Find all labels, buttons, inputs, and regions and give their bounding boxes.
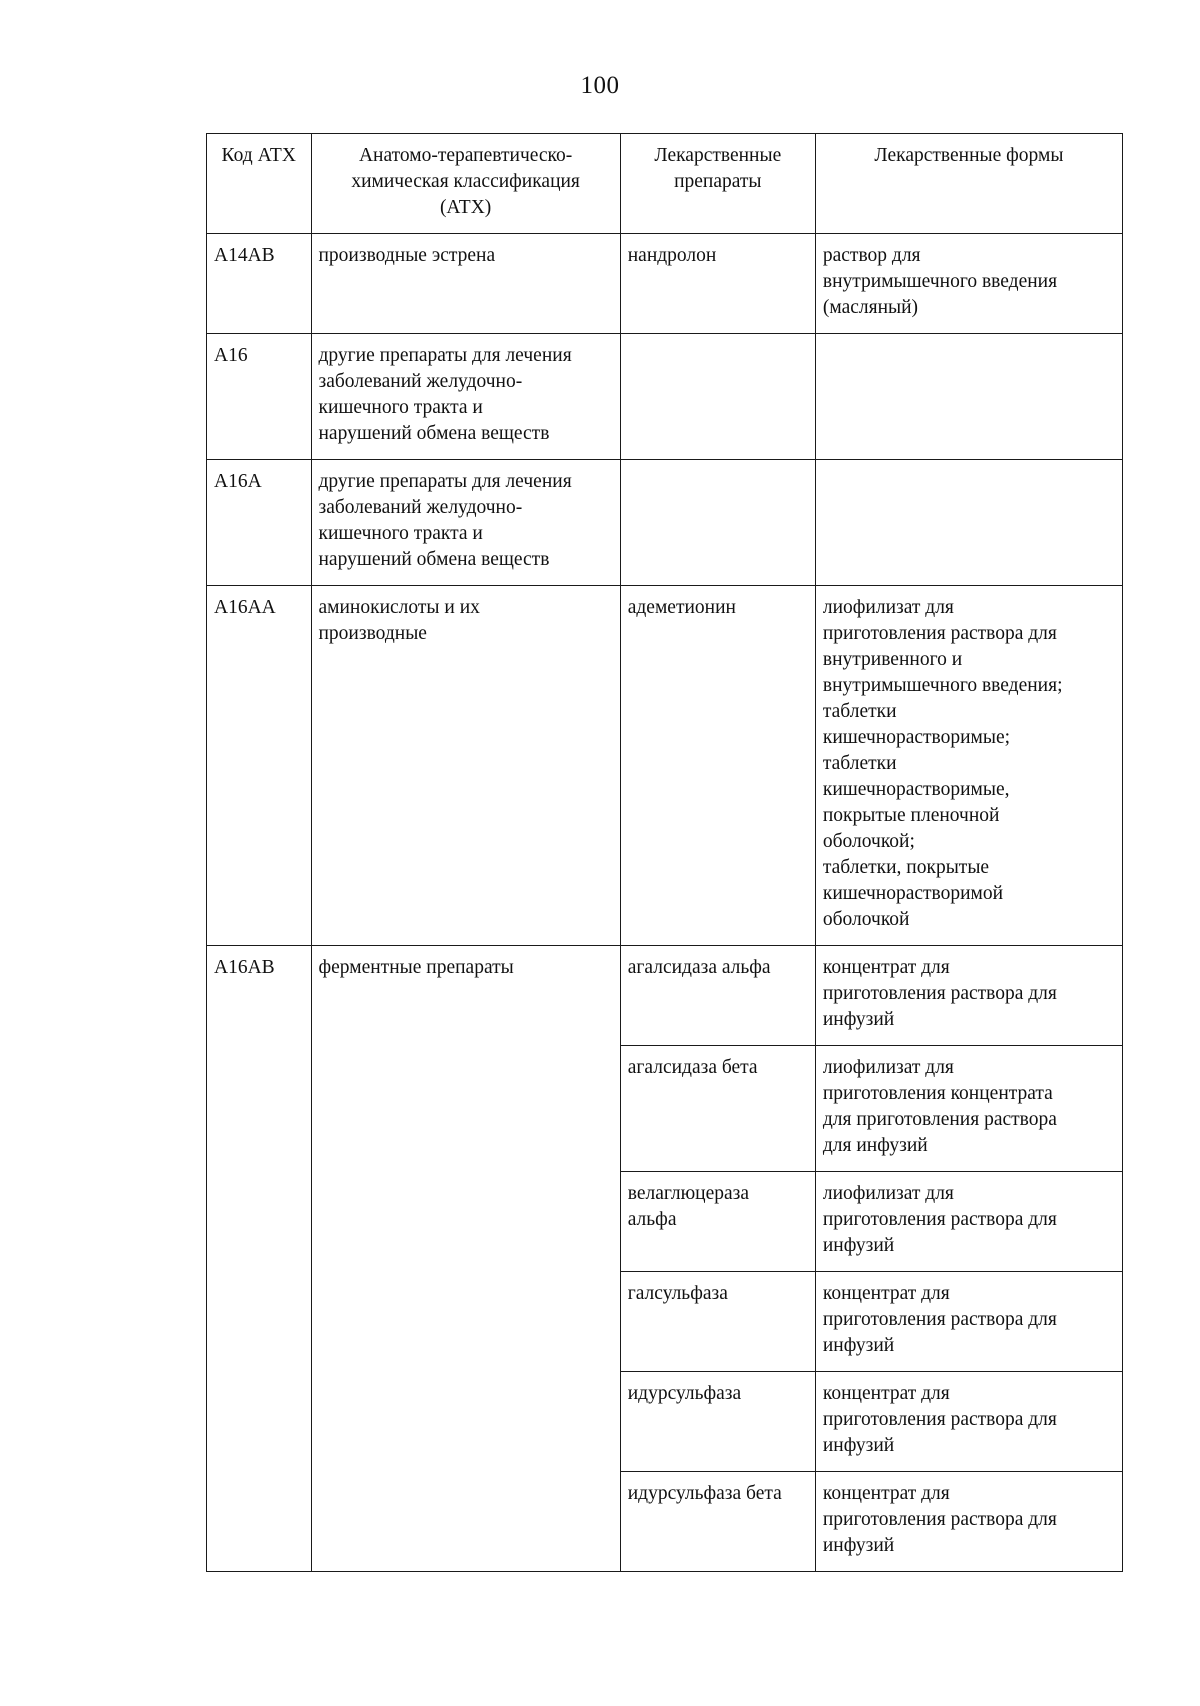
table-row — [207, 946, 1123, 1046]
cell-classification: другие препараты для лечения заболеваний желудочно- кишечного тракта и нарушений обмена веществ — [311, 460, 620, 586]
cell-form: концентрат для приготовления раствора для инфузий — [815, 1272, 1122, 1372]
header-forms: Лекарственные формы — [815, 134, 1122, 234]
table-row — [207, 234, 1123, 334]
cell-code: А16АА — [207, 586, 312, 946]
cell-form: лиофилизат для приготовления раствора для инфузий — [815, 1172, 1122, 1272]
cell-form — [815, 334, 1122, 460]
header-classification: Анатомо-терапевтическо- химическая классификация (АТХ) — [311, 134, 620, 234]
cell-code: А14АВ — [207, 234, 312, 334]
cell-drug: агалсидаза бета — [620, 1046, 815, 1172]
cell-code: А16 — [207, 334, 312, 460]
cell-form: концентрат для приготовления раствора для инфузий — [815, 1372, 1122, 1472]
table-row — [207, 460, 1123, 586]
cell-code: А16А — [207, 460, 312, 586]
cell-drug — [620, 334, 815, 460]
table-row — [207, 334, 1123, 460]
table-row — [207, 586, 1123, 946]
cell-form: раствор для внутримышечного введения (масляный) — [815, 234, 1122, 334]
cell-drug — [620, 460, 815, 586]
cell-drug: идурсульфаза бета — [620, 1472, 815, 1572]
cell-classification: другие препараты для лечения заболеваний желудочно- кишечного тракта и нарушений обмена веществ — [311, 334, 620, 460]
cell-form — [815, 460, 1122, 586]
atx-table — [206, 133, 1123, 1572]
table-body — [207, 234, 1123, 1572]
cell-drug: идурсульфаза — [620, 1372, 815, 1472]
cell-form: лиофилизат для приготовления раствора для внутривенного и внутримышечного введения; таблетки кишечнорастворимые; таблетки кишечнорастворимые, покрытые пленочной оболочкой; таблетки, покрытые кишечнорастворимой оболочкой — [815, 586, 1122, 946]
header-code: Код АТХ — [207, 134, 312, 234]
cell-drug: агалсидаза альфа — [620, 946, 815, 1046]
cell-form: лиофилизат для приготовления концентрата для приготовления раствора для инфузий — [815, 1046, 1122, 1172]
cell-classification: производные эстрена — [311, 234, 620, 334]
cell-code: А16АВ — [207, 946, 312, 1572]
cell-form: концентрат для приготовления раствора для инфузий — [815, 946, 1122, 1046]
cell-form: концентрат для приготовления раствора для инфузий — [815, 1472, 1122, 1572]
cell-drug: велаглюцераза альфа — [620, 1172, 815, 1272]
cell-classification: аминокислоты и их производные — [311, 586, 620, 946]
cell-drug: галсульфаза — [620, 1272, 815, 1372]
cell-drug: нандролон — [620, 234, 815, 334]
cell-classification: ферментные препараты — [311, 946, 620, 1572]
cell-drug: адеметионин — [620, 586, 815, 946]
header-row — [207, 134, 1123, 234]
page-number: 100 — [580, 72, 620, 99]
table-header — [207, 134, 1123, 234]
header-drugs: Лекарственные препараты — [620, 134, 815, 234]
